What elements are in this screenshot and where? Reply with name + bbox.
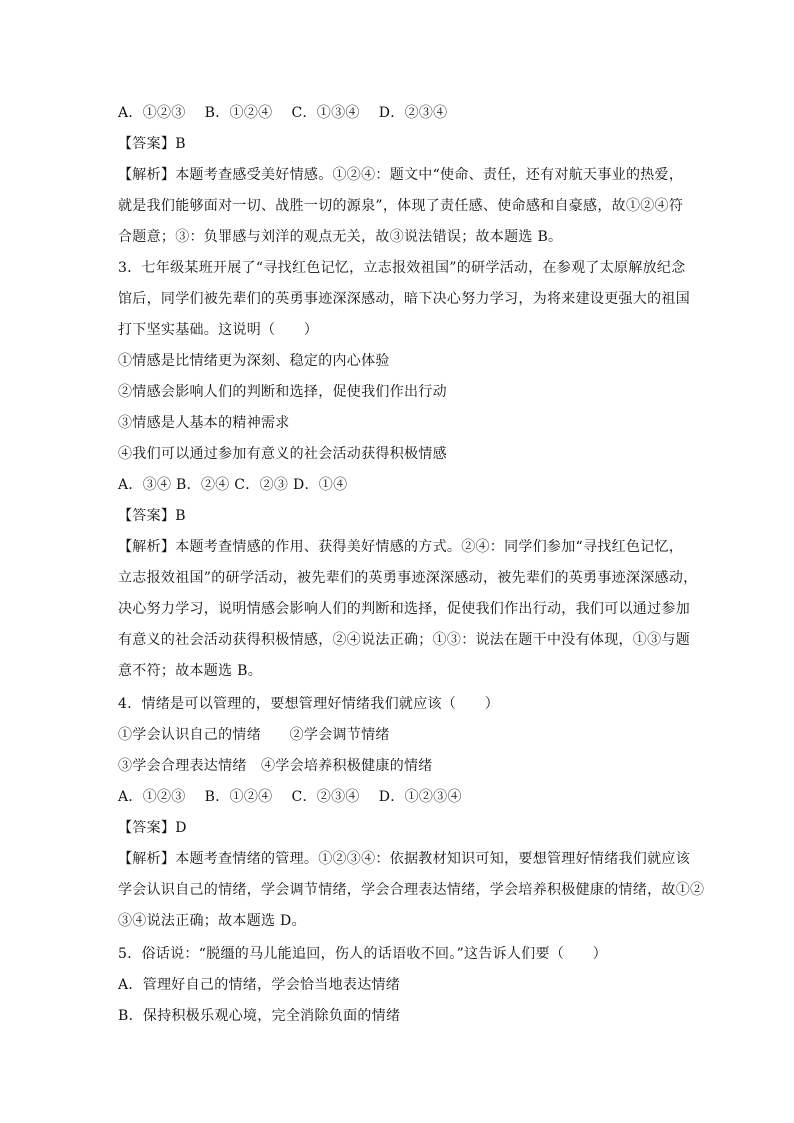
q4-stem: 4．情绪是可以管理的，要想管理好情绪我们就应该（ ） <box>118 696 500 712</box>
q3-stem-line: 3．七年级某班开展了“寻找红色记忆，立志报效祖国”的研学活动，在参观了太原解放纪念 <box>118 260 686 276</box>
q4-answer: 【答案】D <box>118 820 187 836</box>
q2-answer: 【答案】B <box>118 136 186 152</box>
q2-options: A．①②③ B．①②④ C．①③④ D．②③④ <box>118 105 448 121</box>
q5-option: A．管理好自己的情绪，学会恰当地表达情绪 <box>118 977 401 993</box>
q3-options: A．③④ B．②④ C．②③ D．①④ <box>118 477 348 493</box>
q4-item: ①学会认识自己的情绪 ②学会调节情绪 <box>118 727 390 743</box>
q2-analysis-line: 就是我们能够面对一切、战胜一切的源泉”，体现了责任感、使命感和自豪感，故①②④符 <box>118 198 684 214</box>
q3-stem-line: 馆后，同学们被先辈们的英勇事迹深深感动，暗下决心努力学习，为将来建设更强大的祖国 <box>118 291 690 307</box>
q4-analysis-line: 学会认识自己的情绪，学会调节情绪，学会合理表达情绪，学会培养积极健康的情绪，故①② <box>118 882 705 898</box>
q3-answer: 【答案】B <box>118 508 186 524</box>
q4-item: ③学会合理表达情绪 ④学会培养积极健康的情绪 <box>118 758 433 774</box>
q4-analysis-line: ③④说法正确；故本题选 D。 <box>118 913 306 929</box>
q3-stem-line: 打下坚实基础。这说明（ ） <box>118 322 319 338</box>
q2-analysis-line: 【解析】本题考查感受美好情感。①②④：题文中“使命、责任，还有对航天事业的热爱， <box>118 167 684 183</box>
q2-analysis-line: 合题意；③：负罪感与刘洋的观点无关，故③说法错误；故本题选 B。 <box>118 229 563 245</box>
q3-analysis-line: 意不符；故本题选 B。 <box>118 663 263 679</box>
q5-option: B．保持积极乐观心境，完全消除负面的情绪 <box>118 1008 401 1024</box>
q3-item: ④我们可以通过参加有意义的社会活动获得积极情感 <box>118 446 447 462</box>
q3-item: ③情感是人基本的精神需求 <box>118 415 290 431</box>
q3-item: ②情感会影响人们的判断和选择，促使我们作出行动 <box>118 384 447 400</box>
q4-analysis-line: 【解析】本题考查情绪的管理。①②③④：依据教材知识可知，要想管理好情绪我们就应该 <box>118 851 690 867</box>
q3-analysis-line: 【解析】本题考查情感的作用、获得美好情感的方式。②④：同学们参加“寻找红色记忆， <box>118 539 684 555</box>
q4-options: A．①②③ B．①②④ C．②③④ D．①②③④ <box>118 789 462 805</box>
q3-item: ①情感是比情绪更为深刻、稳定的内心体验 <box>118 353 390 369</box>
q5-stem: 5．俗话说：“脱缰的马儿能追回，伤人的话语收不回。”这告诉人们要（ ） <box>118 946 608 962</box>
q3-analysis-line: 决心努力学习，说明情感会影响人们的判断和选择，促使我们作出行动，我们可以通过参加 <box>118 601 690 617</box>
q3-analysis-line: 立志报效祖国”的研学活动，被先辈们的英勇事迹深深感动，被先辈们的英勇事迹深深感动， <box>118 570 698 586</box>
q3-analysis-line: 有意义的社会活动获得积极情感，②④说法正确；①③：说法在题干中没有体现，①③与题 <box>118 632 690 648</box>
